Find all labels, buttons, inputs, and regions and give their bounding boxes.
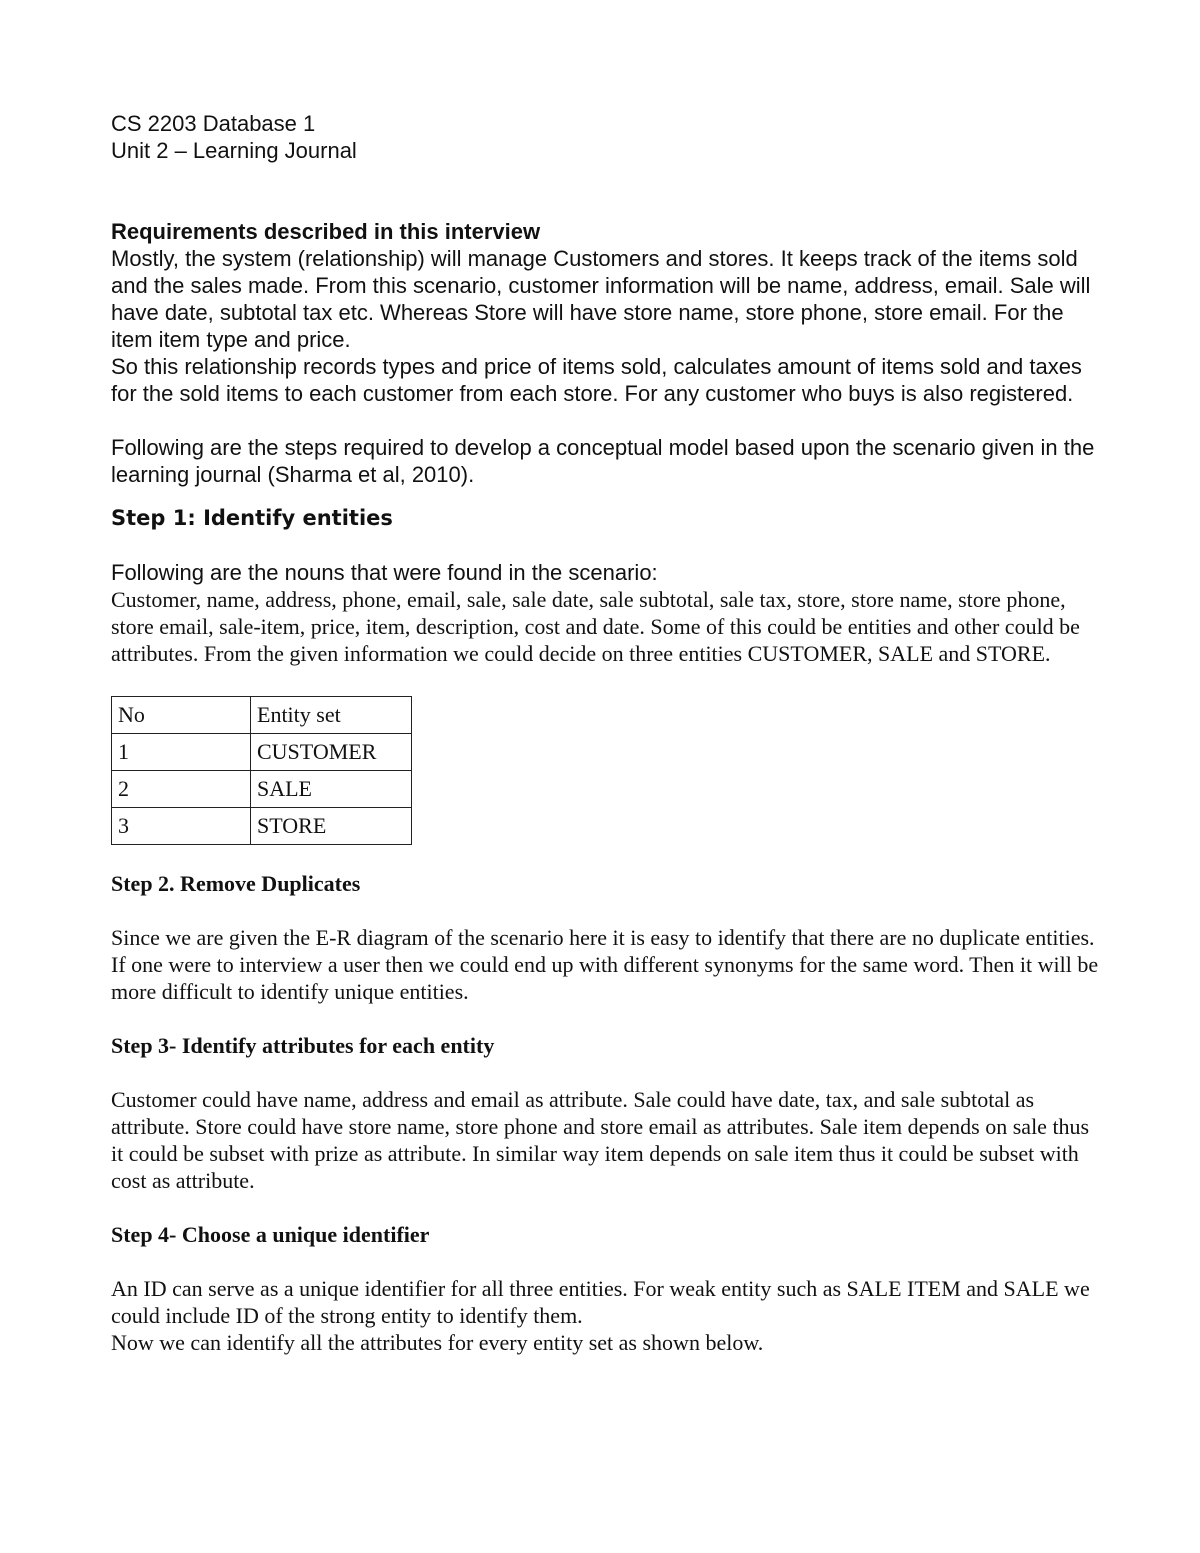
table-header-cell: Entity set	[251, 697, 412, 734]
step1-intro: Following are the nouns that were found in the scenario:	[111, 560, 658, 585]
step1-heading: Step 1: Identify entities	[111, 506, 393, 530]
table-cell: 3	[112, 808, 251, 845]
table-row	[112, 771, 412, 808]
table-cell: 2	[112, 771, 251, 808]
unit-title: Unit 2 – Learning Journal	[111, 138, 357, 163]
table-row	[112, 808, 412, 845]
table-cell: CUSTOMER	[251, 734, 412, 771]
step3-heading: Step 3- Identify attributes for each entity	[111, 1033, 495, 1058]
step1-body: Customer, name, address, phone, email, sale, sale date, sale subtotal, sale tax, store, store name, store phone, store email, sale-item, price, item, description, cost and date. Some of this could be entities and other could be attributes. From the given information we could decide on three entities CUSTOMER, SALE and STORE.	[111, 587, 1080, 666]
step2-body: Since we are given the E-R diagram of the scenario here it is easy to identify that there are no duplicate entities. If one were to interview a user then we could end up with different synonyms for the same word. Then it will be more difficult to identify unique entities.	[111, 925, 1099, 1004]
spacer	[111, 1005, 1101, 1032]
requirements-paragraph: So this relationship records types and price of items sold, calculates amount of items sold and taxes for the sold items to each customer from each store. For any customer who buys is also registered.	[111, 354, 1082, 406]
spacer	[111, 897, 1101, 924]
table-header-cell: No	[112, 697, 251, 734]
spacer	[111, 407, 1101, 434]
step4-body: An ID can serve as a unique identifier for all three entities. For weak entity such as SALE ITEM and SALE we could include ID of the strong entity to identify them.	[111, 1276, 1090, 1328]
requirements-section	[111, 218, 1101, 488]
spacer	[111, 1059, 1101, 1086]
steps-intro-paragraph: Following are the steps required to develop a conceptual model based upon the scenario given in the learning journal (Sharma et al, 2010).	[111, 435, 1095, 487]
table-cell: SALE	[251, 771, 412, 808]
spacer	[111, 1248, 1101, 1275]
course-title: CS 2203 Database 1	[111, 111, 316, 136]
table-cell: 1	[112, 734, 251, 771]
step2-heading: Step 2. Remove Duplicates	[111, 871, 361, 896]
table-row	[112, 734, 412, 771]
document-page	[111, 110, 1101, 1356]
document-header	[111, 110, 1101, 164]
table-cell: STORE	[251, 808, 412, 845]
table-header-row	[112, 697, 412, 734]
spacer	[111, 164, 1101, 218]
spacer	[111, 1194, 1101, 1221]
step4-heading: Step 4- Choose a unique identifier	[111, 1222, 430, 1247]
requirements-heading: Requirements described in this interview	[111, 219, 541, 244]
entity-set-table	[111, 696, 412, 845]
spacer	[111, 532, 1101, 559]
step4-body: Now we can identify all the attributes for every entity set as shown below.	[111, 1330, 764, 1355]
requirements-paragraph: Mostly, the system (relationship) will manage Customers and stores. It keeps track of the items sold and the sales made. From this scenario, customer information will be name, address, email. Sale will have date, subtotal tax etc. Whereas Store will have store name, store phone, store email. For the item item type and price.	[111, 246, 1091, 352]
step3-body: Customer could have name, address and email as attribute. Sale could have date, tax, and sale subtotal as attribute. Store could have store name, store phone and store email as attributes. Sale item depends on sale thus it could be subset with prize as attribute. In similar way item depends on sale item thus it could be subset with cost as attribute.	[111, 1087, 1090, 1193]
